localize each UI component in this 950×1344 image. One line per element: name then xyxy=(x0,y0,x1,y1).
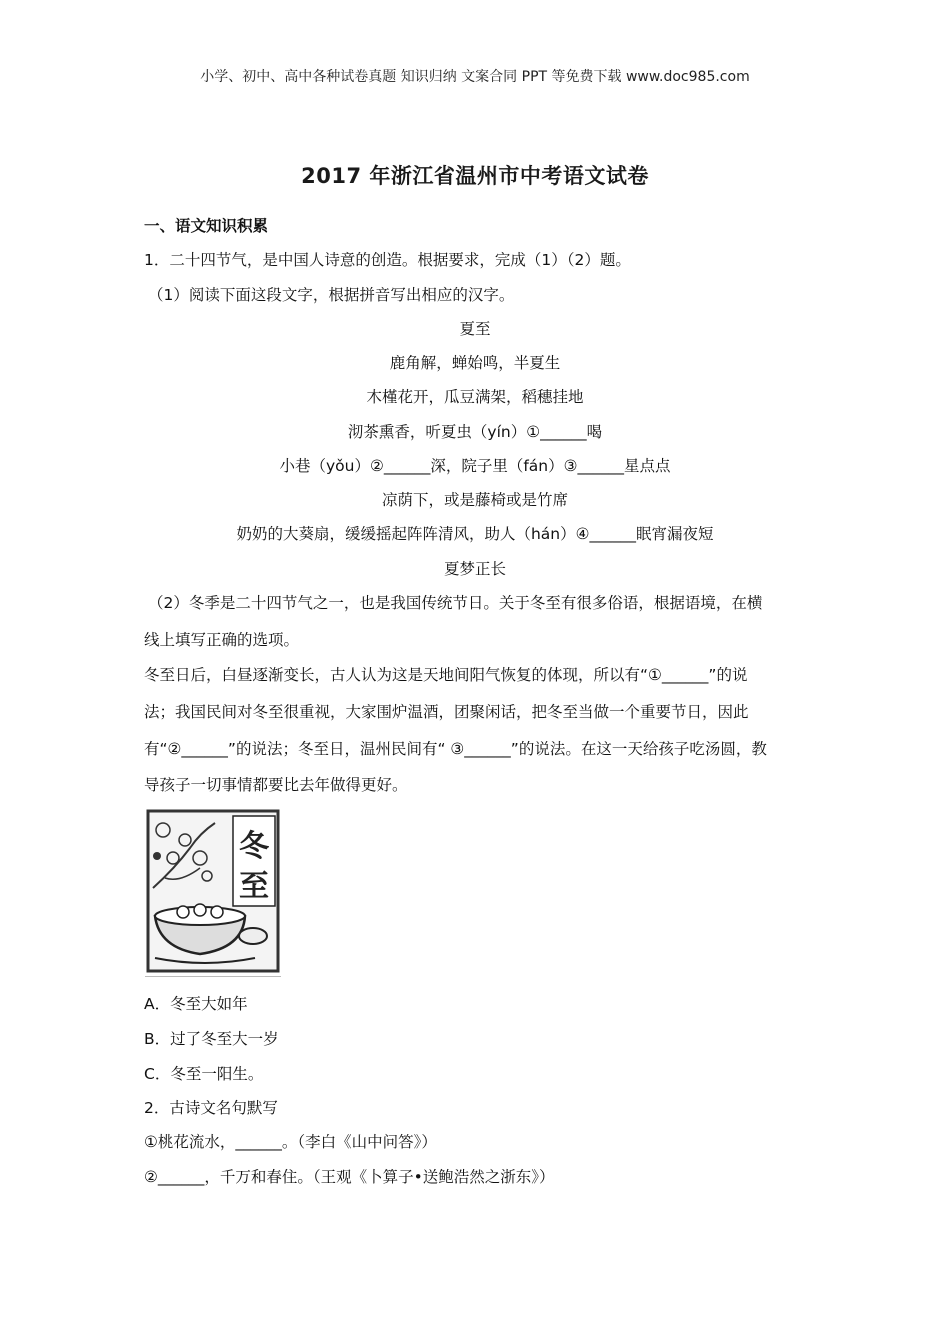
section-heading: 一、语文知识积累 xyxy=(144,217,269,235)
question-1-sub2-line: 冬至日后，白昼逐渐变长，古人认为这是天地间阳气恢复的体现，所以有“①______”的说 xyxy=(144,666,748,684)
exam-title: 2017 年浙江省温州市中考语文试卷 xyxy=(301,164,649,188)
poem-line: 夏梦正长 xyxy=(443,560,506,578)
question-2-stem: 2．古诗文名句默写 xyxy=(144,1099,278,1117)
question-1-sub2-line: 线上填写正确的选项。 xyxy=(144,631,300,649)
dongzhi-woodcut-image xyxy=(145,808,281,977)
question-1-sub2-line: 法；我国民间对冬至很重视，大家围炉温酒，团聚闲话，把冬至当做一个重要节日，因此 xyxy=(144,703,749,721)
question-1-stem: 1．二十四节气，是中国人诗意的创造。根据要求，完成（1）（2）题。 xyxy=(144,251,631,269)
question-1-sub2-line: （2）冬季是二十四节气之一，也是我国传统节日。关于冬至有很多俗语，根据语境，在横 xyxy=(148,594,763,612)
poem-line: 奶奶的大葵扇，缓缓摇起阵阵清风，助人（hán）④______眠宵漏夜短 xyxy=(236,525,714,543)
poem-line: 小巷（yǒu）②______深，院子里（fán）③______星点点 xyxy=(279,457,671,475)
question-2-item: ②______，千万和春住。（王观《卜算子•送鲍浩然之浙东》） xyxy=(144,1168,555,1186)
woodcut-illustration xyxy=(145,808,281,976)
poem-line: 凉荫下，或是藤椅或是竹席 xyxy=(381,491,568,509)
question-1-sub1-prompt: （1）阅读下面这段文字，根据拼音写出相应的汉字。 xyxy=(148,286,515,304)
question-1-sub2-line: 有“②______”的说法；冬至日，温州民间有“ ③______”的说法。在这一天给孩子吃汤圆，教 xyxy=(144,740,767,758)
poem-title: 夏至 xyxy=(459,320,491,338)
poem-line: 沏茶熏香，听夏虫（yín）①______喝 xyxy=(347,423,603,441)
poem-line: 木槿花开，瓜豆满架，稻穗挂地 xyxy=(366,388,584,406)
option-a: A．冬至大如年 xyxy=(144,995,248,1013)
poem-line: 鹿角解，蝉始鸣，半夏生 xyxy=(389,354,561,372)
option-c: C．冬至一阳生。 xyxy=(144,1065,264,1083)
option-b: B．过了冬至大一岁 xyxy=(144,1030,279,1048)
woodcut-character: 冬 xyxy=(239,829,269,864)
woodcut-character: 至 xyxy=(239,869,269,904)
question-2-item: ①桃花流水，______。（李白《山中问答》） xyxy=(144,1133,437,1151)
page-header: 小学、初中、高中各种试卷真题 知识归纳 文案合同 PPT 等免费下载 www.doc985.com xyxy=(200,69,750,85)
question-1-sub2-line: 导孩子一切事情都要比去年做得更好。 xyxy=(144,776,408,794)
